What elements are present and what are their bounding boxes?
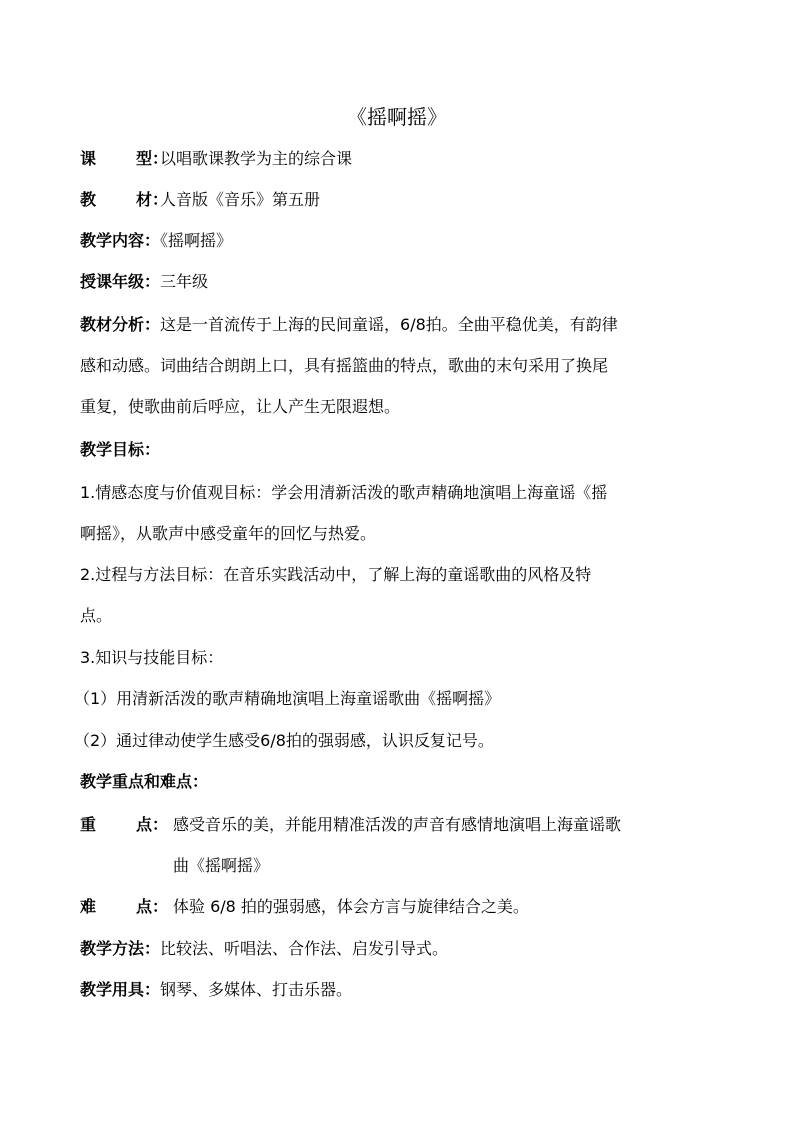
document-title: 《摇啊摇》	[347, 105, 447, 129]
goal-2-line-2: 点。	[80, 606, 113, 625]
content-label: 教学内容：	[80, 231, 161, 250]
goals-heading: 教学目标：	[80, 440, 161, 459]
focus-row	[80, 814, 720, 836]
tools-row	[80, 979, 720, 1001]
focus-label: 重 点：	[80, 815, 169, 834]
course-type-value: 以唱歌课教学为主的综合课	[160, 149, 353, 168]
focus-text-1: 感受音乐的美，并能用精准活泼的声音有感情地演唱上海童谣歌	[173, 815, 622, 834]
key-points-heading: 教学重点和难点：	[80, 772, 209, 791]
goal-2-line-1: 2.过程与方法目标：在音乐实践活动中，了解上海的童谣歌曲的风格及特	[80, 565, 592, 584]
analysis-label: 教材分析：	[80, 315, 161, 334]
textbook-row	[80, 189, 720, 211]
focus-text-2: 曲《摇啊摇》	[173, 856, 270, 875]
analysis-text-2: 感和动感。词曲结合朗朗上口，具有摇篮曲的特点，歌曲的末句采用了换尾	[80, 356, 609, 375]
difficulty-text: 体验 6/8 拍的强弱感，体会方言与旋律结合之美。	[173, 897, 529, 916]
analysis-text-1: 这是一首流传于上海的民间童谣，6/8拍。全曲平稳优美，有韵律	[160, 315, 618, 334]
methods-value: 比较法、听唱法、合作法、启发引导式。	[160, 939, 449, 958]
course-type-row	[80, 148, 720, 170]
course-type-label: 课 型：	[80, 149, 169, 168]
goal-3: 3.知识与技能目标：	[80, 648, 224, 667]
difficulty-label: 难 点：	[80, 897, 169, 916]
tools-label: 教学用具：	[80, 980, 161, 999]
goal-3-item-2: （2）通过律动使学生感受6/8拍的强弱感，认识反复记号。	[74, 731, 494, 750]
goal-1-line-1: 1.情感态度与价值观目标：学会用清新活泼的歌声精确地演唱上海童谣《摇	[80, 483, 608, 502]
methods-row	[80, 938, 720, 960]
analysis-row-1	[80, 314, 720, 336]
grade-row	[80, 271, 720, 293]
methods-label: 教学方法：	[80, 939, 161, 958]
textbook-value: 人音版《音乐》第五册	[160, 190, 321, 209]
textbook-label: 教 材：	[80, 190, 169, 209]
content-value: 《摇啊摇》	[160, 231, 233, 250]
difficulty-row	[80, 896, 720, 918]
tools-value: 钢琴、多媒体、打击乐器。	[160, 980, 353, 999]
grade-value: 三年级	[160, 272, 209, 291]
goal-1-line-2: 啊摇》，从歌声中感受童年的回忆与热爱。	[80, 524, 377, 543]
grade-label: 授课年级：	[80, 272, 161, 291]
goal-3-item-1: （1）用清新活泼的歌声精确地演唱上海童谣歌曲《摇啊摇》	[74, 689, 501, 708]
analysis-text-3: 重复，使歌曲前后呼应，让人产生无限遐想。	[80, 397, 401, 416]
content-row	[80, 230, 720, 252]
